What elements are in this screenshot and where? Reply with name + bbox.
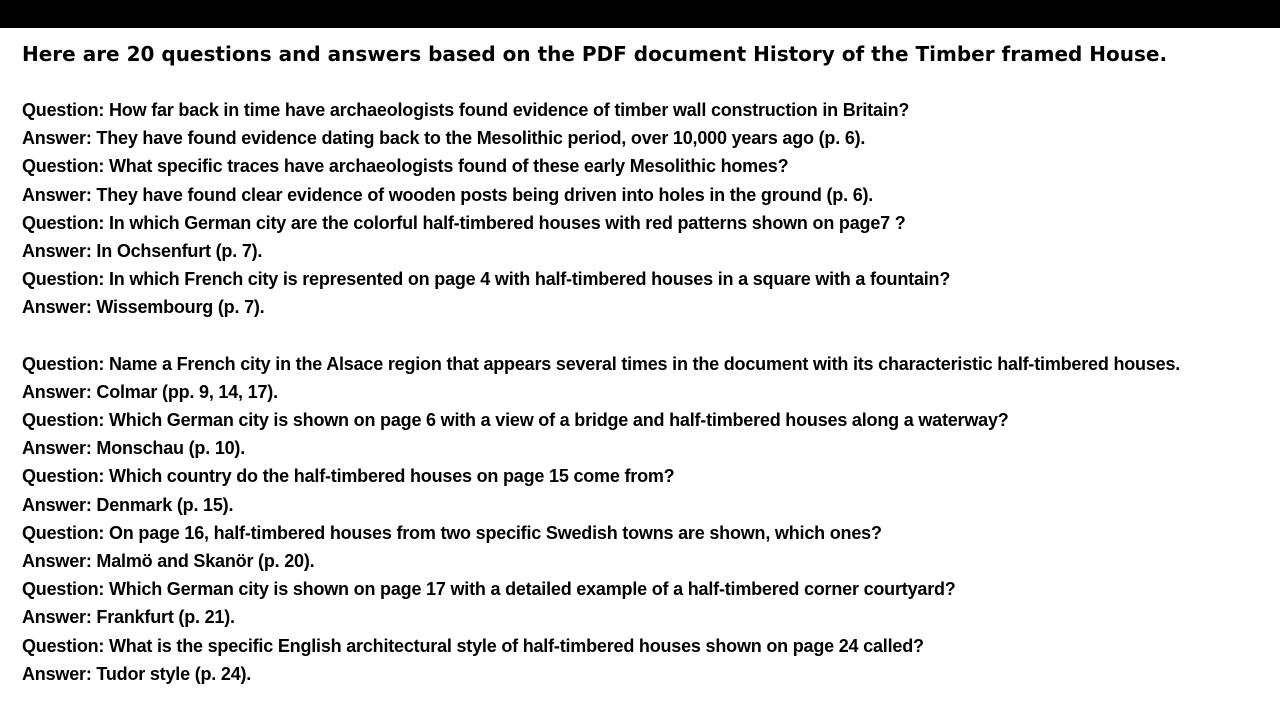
- qa-block-1: [22, 96, 1272, 322]
- question-line: Question: Which country do the half-timbered houses on page 15 come from?: [22, 466, 675, 487]
- document-content: [22, 40, 1272, 688]
- question-line: Question: Name a French city in the Alsace region that appears several times in the document with its characteristic half-timbered houses.: [22, 353, 1181, 374]
- question-line: Question: On page 16, half-timbered houses from two specific Swedish towns are shown, which ones?: [22, 522, 882, 543]
- answer-line: Answer: Wissembourg (p. 7).: [22, 297, 265, 318]
- answer-line: Answer: Monschau (p. 10).: [22, 438, 246, 459]
- answer-line: Answer: Malmö and Skanör (p. 20).: [22, 551, 315, 572]
- answer-line: Answer: Denmark (p. 15).: [22, 494, 234, 515]
- question-line: Question: Which German city is shown on page 17 with a detailed example of a half-timbered corner courtyard?: [22, 579, 956, 600]
- answer-line: Answer: Tudor style (p. 24).: [22, 663, 252, 684]
- question-line: Question: How far back in time have archaeologists found evidence of timber wall construction in Britain?: [22, 100, 910, 120]
- question-line: Question: In which French city is represented on page 4 with half-timbered houses in a square with a fountain?: [22, 269, 951, 290]
- qa-block-2: [22, 350, 1272, 688]
- question-line: Question: What is the specific English architectural style of half-timbered houses shown on page 24 called?: [22, 635, 924, 656]
- question-line: Question: Which German city is shown on page 6 with a view of a bridge and half-timbered houses along a waterway?: [22, 410, 1009, 431]
- answer-line: Answer: They have found clear evidence of wooden posts being driven into holes in the ground (p. 6).: [22, 184, 874, 205]
- answer-line: Answer: Colmar (pp. 9, 14, 17).: [22, 381, 278, 402]
- answer-line: Answer: In Ochsenfurt (p. 7).: [22, 241, 263, 262]
- question-line: Question: In which German city are the colorful half-timbered houses with red patterns shown on page7 ?: [22, 212, 906, 233]
- top-bar: [0, 0, 1280, 28]
- page-title: Here are 20 questions and answers based on the PDF document History of the Timber framed House.: [22, 42, 1168, 66]
- question-line: Question: What specific traces have archaeologists found of these early Mesolithic homes?: [22, 156, 789, 177]
- answer-line: Answer: They have found evidence dating back to the Mesolithic period, over 10,000 years ago (p. 6).: [22, 128, 866, 149]
- answer-line: Answer: Frankfurt (p. 21).: [22, 607, 235, 628]
